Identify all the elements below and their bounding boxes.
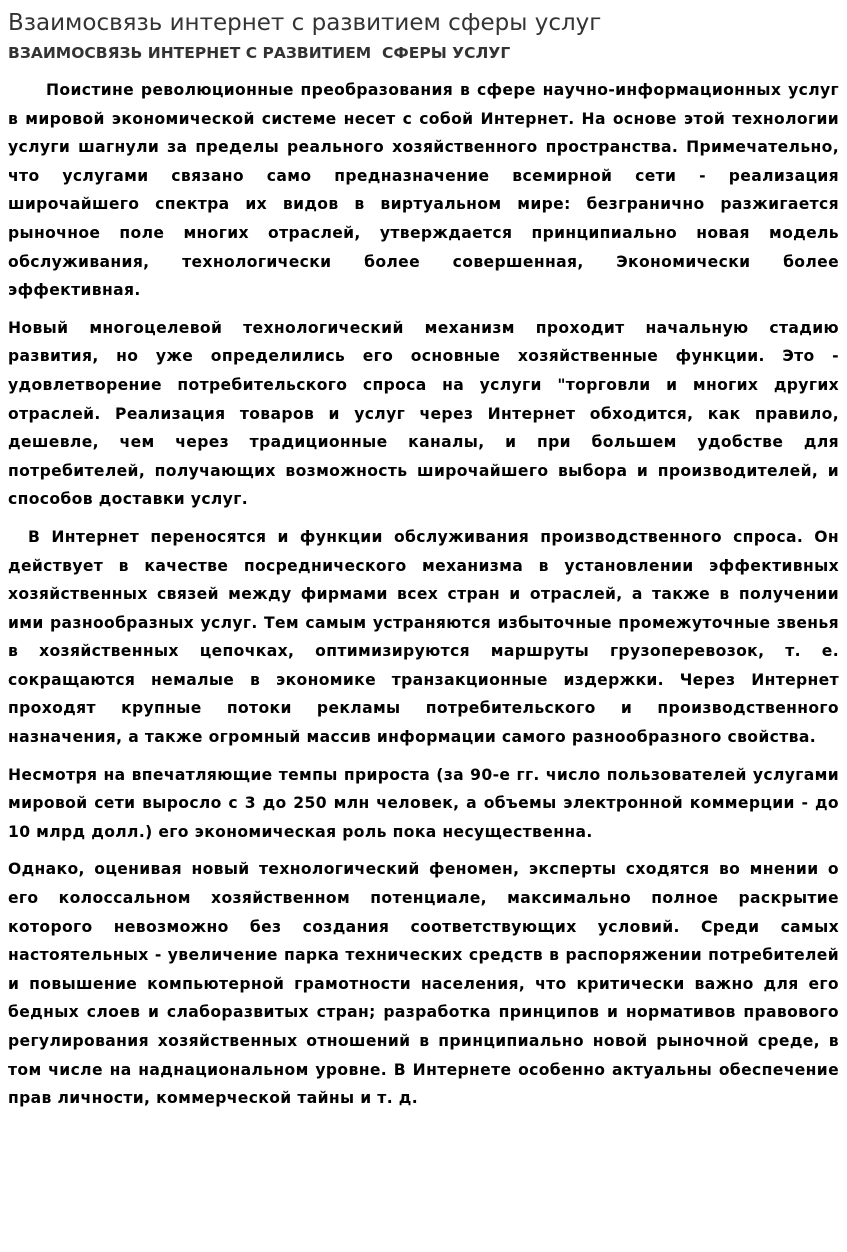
- paragraph-4: Несмотря на впечатляющие темпы прироста (за 90-е гг. число пользователей услугами мировой сети выросло с 3 до 250 млн человек, а объемы электронной коммерции - до 10 млрд долл.) его экономическая роль пока несущественна.: [8, 765, 845, 841]
- document-page: [8, 6, 845, 1122]
- paragraph-1: Поистине революционные преобразования в сфере научно-информационных услуг в мировой экономической системе несет с собой Интернет. На основе этой технологии услуги шагнули за пределы реального хозяйственного пространства. Примечательно, что услугами связано само предназначение всемирной сети - реализация широчайшего спектра их видов в виртуальном мире: безгранично разжигается рыночное поле многих отраслей, утверждается принципиально новая модель обслуживания, технологически более совершенная, Экономически более эффективная.: [8, 81, 845, 300]
- article-heading: ВЗАИМОСВЯЗЬ ИНТЕРНЕТ С РАЗВИТИЕМ СФЕРЫ УСЛУГ: [8, 44, 511, 62]
- paragraph-5: Однако, оценивая новый технологический феномен, эксперты сходятся во мнении о его колоссальном хозяйственном потенциале, максимально полное раскрытие которого невозможно без создания соответствующих условий. Среди самых настоятельных - увеличение парка технических средств в распоряжении потребителей и повышение компьютерной грамотности населения, что критически важно для его бедных слоев и слаборазвитых стран; разработка принципов и нормативов правового регулирования хозяйственных отношений в принципиально новой рыночной среде, в том числе на наднациональном уровне. В Интернете особенно актуальны обеспечение прав личности, коммерческой тайны и т. д.: [8, 860, 845, 1108]
- page-title: Взаимосвязь интернет с развитием сферы услуг: [8, 10, 602, 36]
- paragraph-2: Новый многоцелевой технологический механизм проходит начальную стадию развития, но уже определились его основные хозяйственные функции. Это - удовлетворение потребительского спроса на услуги "торговли и многих других отраслей. Реализация товаров и услуг через Интернет обходится, как правило, дешевле, чем через традиционные каналы, и при большем удобстве для потребителей, получающих возможность широчайшего выбора и производителей, и способов доставки услуг.: [8, 318, 845, 509]
- paragraph-3: В Интернет переносятся и функции обслуживания производственного спроса. Он действует в качестве посреднического механизма в установлении эффективных хозяйственных связей между фирмами всех стран и отраслей, а также в получении ими разнообразных услуг. Тем самым устраняются избыточные промежуточные звенья в хозяйственных цепочках, оптимизируются маршруты грузоперевозок, т. е. сокращаются немалые в экономике транзакционные издержки. Через Интернет проходят крупные потоки рекламы потребительского и производственного назначения, а также огромный массив информации самого разнообразного свойства.: [8, 527, 845, 747]
